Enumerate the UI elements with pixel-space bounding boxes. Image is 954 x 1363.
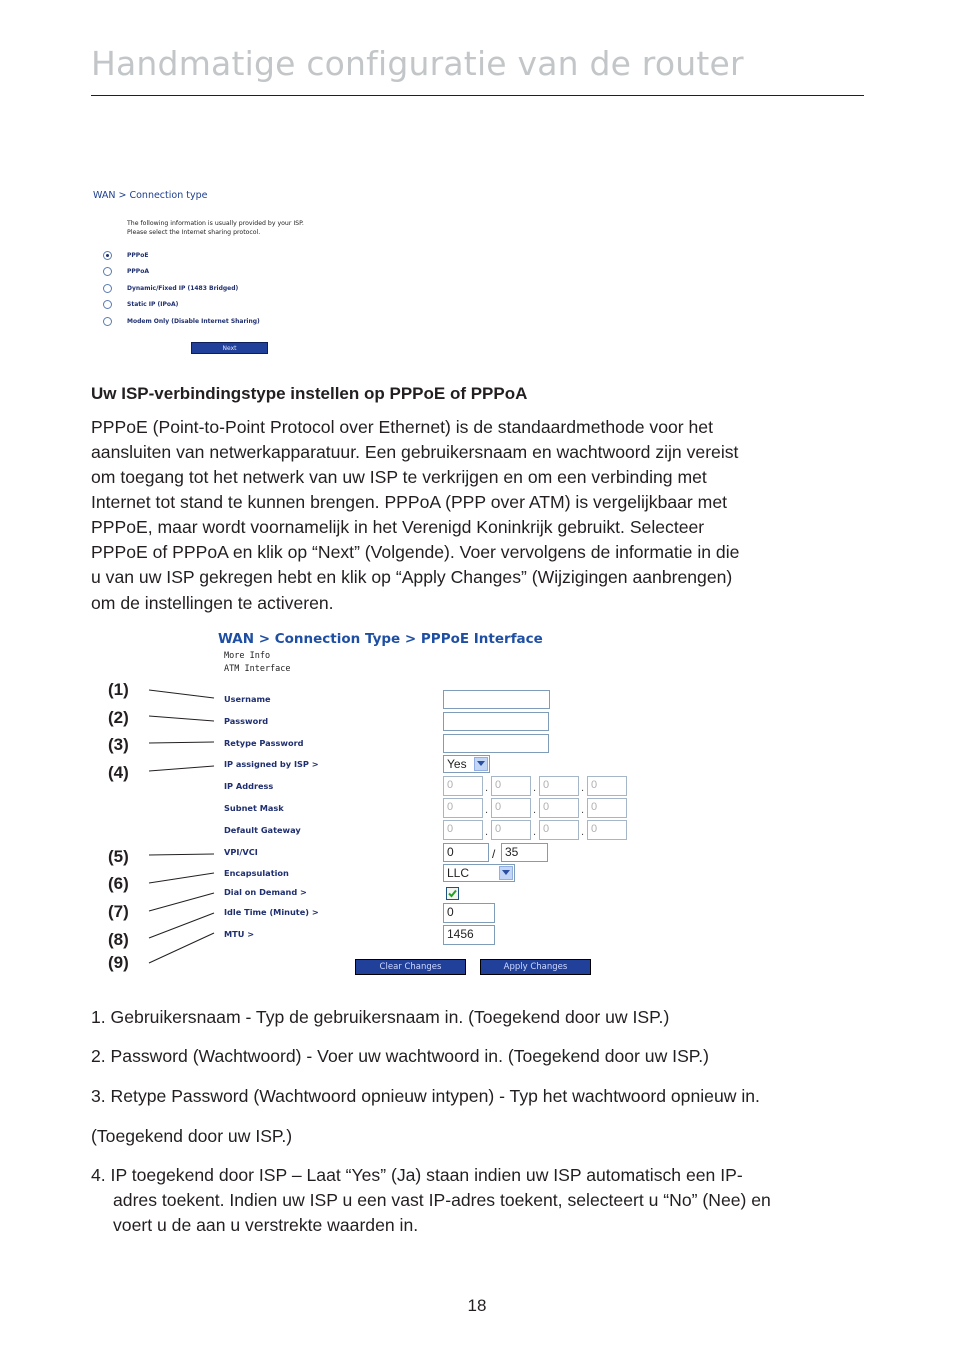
checkmark-icon — [448, 889, 457, 898]
paragraph-line: om de instellingen te activeren. — [91, 593, 334, 613]
ip-assigned-select[interactable] — [443, 755, 490, 773]
callout-1: (1) — [108, 680, 129, 699]
page-title: Handmatige configuratie van de router — [91, 44, 744, 83]
callout-line-4 — [149, 766, 214, 771]
callout-line-9 — [149, 933, 214, 963]
vpi-input[interactable]: 0 — [443, 843, 489, 862]
clear-changes-button[interactable]: Clear Changes — [355, 959, 466, 975]
octet-separator: . — [485, 826, 489, 838]
next-button[interactable]: Next — [191, 342, 268, 354]
idle-time-input[interactable]: 0 — [443, 903, 495, 923]
callout-8: (8) — [108, 930, 129, 949]
list-item-3: 3. Retype Password (Wachtwoord opnieuw intypen) - Typ het wachtwoord opnieuw in. — [91, 1086, 760, 1106]
subnet-mask-label: Subnet Mask — [224, 803, 284, 813]
ip-address-octet-4[interactable]: 0 — [587, 776, 627, 796]
callout-7: (7) — [108, 902, 129, 921]
gateway-octet-3[interactable]: 0 — [539, 820, 579, 840]
option-label: PPPoA — [127, 267, 149, 275]
callout-2: (2) — [108, 708, 129, 727]
list-item-1: 1. Gebruikersnaam - Typ de gebruikersnaam in. (Toegekend door uw ISP.) — [91, 1007, 670, 1027]
list-item-3-note: (Toegekend door uw ISP.) — [91, 1126, 293, 1146]
paragraph-line: u van uw ISP gekregen hebt en klik op “Apply Changes” (Wijzigingen aanbrengen) — [91, 567, 733, 587]
paragraph-line: PPPoE (Point-to-Point Protocol over Ethernet) is de standaardmethode voor het — [91, 417, 713, 437]
dial-on-demand-label: Dial on Demand > — [224, 887, 307, 897]
subnet-mask-octet-3[interactable]: 0 — [539, 798, 579, 818]
subnet-mask-octet-1[interactable]: 0 — [443, 798, 483, 818]
octet-separator: . — [485, 782, 489, 794]
option-label: Static IP (IPoA) — [127, 300, 179, 308]
octet-separator: . — [533, 804, 537, 816]
option-label: Modem Only (Disable Internet Sharing) — [127, 317, 260, 325]
dial-on-demand-checkbox[interactable] — [446, 887, 459, 900]
paragraph-line: PPPoE, maar wordt voornamelijk in het Verenigd Koninkrijk gebruikt. Selecteer — [91, 517, 705, 537]
option-label: PPPoE — [127, 251, 149, 259]
vpi-vci-separator: / — [492, 847, 496, 861]
username-input[interactable] — [443, 690, 550, 709]
vpi-vci-label: VPI/VCI — [224, 847, 258, 857]
retype-password-input[interactable] — [443, 734, 549, 753]
callout-line-5 — [149, 854, 214, 855]
retype-password-label: Retype Password — [224, 738, 304, 748]
ip-address-octet-2[interactable]: 0 — [491, 776, 531, 796]
pppoe-breadcrumb: WAN > Connection Type > PPPoE Interface — [218, 631, 543, 647]
atm-interface-link[interactable]: ATM Interface — [224, 664, 291, 674]
password-label: Password — [224, 716, 269, 726]
option-label: Dynamic/Fixed IP (1483 Bridged) — [127, 284, 239, 292]
gateway-octet-1[interactable]: 0 — [443, 820, 483, 840]
ip-address-label: IP Address — [224, 781, 274, 791]
intro-line-1: The following information is usually provided by your ISP. — [127, 220, 304, 227]
paragraph-line: PPPoE of PPPoA en klik op “Next” (Volgende). Voer vervolgens de informatie in die — [91, 542, 740, 562]
ip-assigned-label: IP assigned by ISP > — [224, 759, 319, 769]
paragraph-line: om toegang tot het netwerk van uw ISP te verkrijgen en om een verbinding met — [91, 467, 707, 487]
octet-separator: . — [581, 804, 585, 816]
callout-line-7 — [149, 893, 214, 911]
list-item-4-line-2: adres toekent. Indien uw ISP u een vast IP-adres toekent, selecteert u “No” (Nee) en — [113, 1190, 771, 1210]
gateway-octet-2[interactable]: 0 — [491, 820, 531, 840]
more-info-link[interactable]: More Info — [224, 651, 271, 661]
callout-4: (4) — [108, 763, 129, 782]
ip-assigned-value: Yes — [447, 757, 467, 771]
apply-changes-button[interactable]: Apply Changes — [480, 959, 591, 975]
list-item-4: 4. IP toegekend door ISP – Laat “Yes” (Ja) staan indien uw ISP automatisch een IP- — [91, 1165, 743, 1185]
callout-9: (9) — [108, 953, 129, 972]
paragraph-line: Internet tot stand te kunnen brengen. PPPoA (PPP over ATM) is vergelijkbaar met — [91, 492, 727, 512]
octet-separator: . — [485, 804, 489, 816]
mtu-input[interactable]: 1456 — [443, 925, 495, 945]
callout-line-6 — [149, 873, 214, 883]
octet-separator: . — [581, 826, 585, 838]
octet-separator: . — [581, 782, 585, 794]
default-gateway-label: Default Gateway — [224, 825, 301, 835]
list-item-2: 2. Password (Wachtwoord) - Voer uw wachtwoord in. (Toegekend door uw ISP.) — [91, 1046, 710, 1066]
section-heading: Uw ISP-verbindingstype instellen op PPPoE of PPPoA — [91, 384, 528, 403]
paragraph-line: aansluiten van netwerkapparatuur. Een gebruikersnaam en wachtwoord zijn vereist — [91, 442, 739, 462]
encapsulation-select[interactable] — [443, 864, 515, 882]
callout-3: (3) — [108, 735, 129, 754]
octet-separator: . — [533, 826, 537, 838]
octet-separator: . — [533, 782, 537, 794]
password-input[interactable] — [443, 712, 549, 731]
ip-address-octet-3[interactable]: 0 — [539, 776, 579, 796]
callout-line-3 — [149, 742, 214, 743]
list-item-4-line-3: voert u de aan u verstrekte waarden in. — [113, 1215, 419, 1235]
intro-line-2: Please select the Internet sharing protocol. — [127, 229, 261, 236]
callout-line-2 — [149, 716, 214, 721]
callout-6: (6) — [108, 874, 129, 893]
idle-time-label: Idle Time (Minute) > — [224, 907, 319, 917]
mtu-label: MTU > — [224, 929, 255, 939]
callout-line-1 — [149, 690, 214, 698]
chevron-down-icon — [474, 757, 488, 771]
chevron-down-icon — [499, 866, 513, 880]
callout-5: (5) — [108, 847, 129, 866]
page-number: 18 — [467, 1296, 487, 1315]
ip-address-octet-1[interactable]: 0 — [443, 776, 483, 796]
connection-type-breadcrumb: WAN > Connection type — [93, 190, 208, 201]
gateway-octet-4[interactable]: 0 — [587, 820, 627, 840]
username-label: Username — [224, 694, 271, 704]
subnet-mask-octet-4[interactable]: 0 — [587, 798, 627, 818]
encapsulation-label: Encapsulation — [224, 868, 289, 878]
encapsulation-value: LLC — [447, 866, 470, 880]
callout-line-8 — [149, 913, 214, 938]
vci-input[interactable]: 35 — [501, 843, 548, 862]
subnet-mask-octet-2[interactable]: 0 — [491, 798, 531, 818]
